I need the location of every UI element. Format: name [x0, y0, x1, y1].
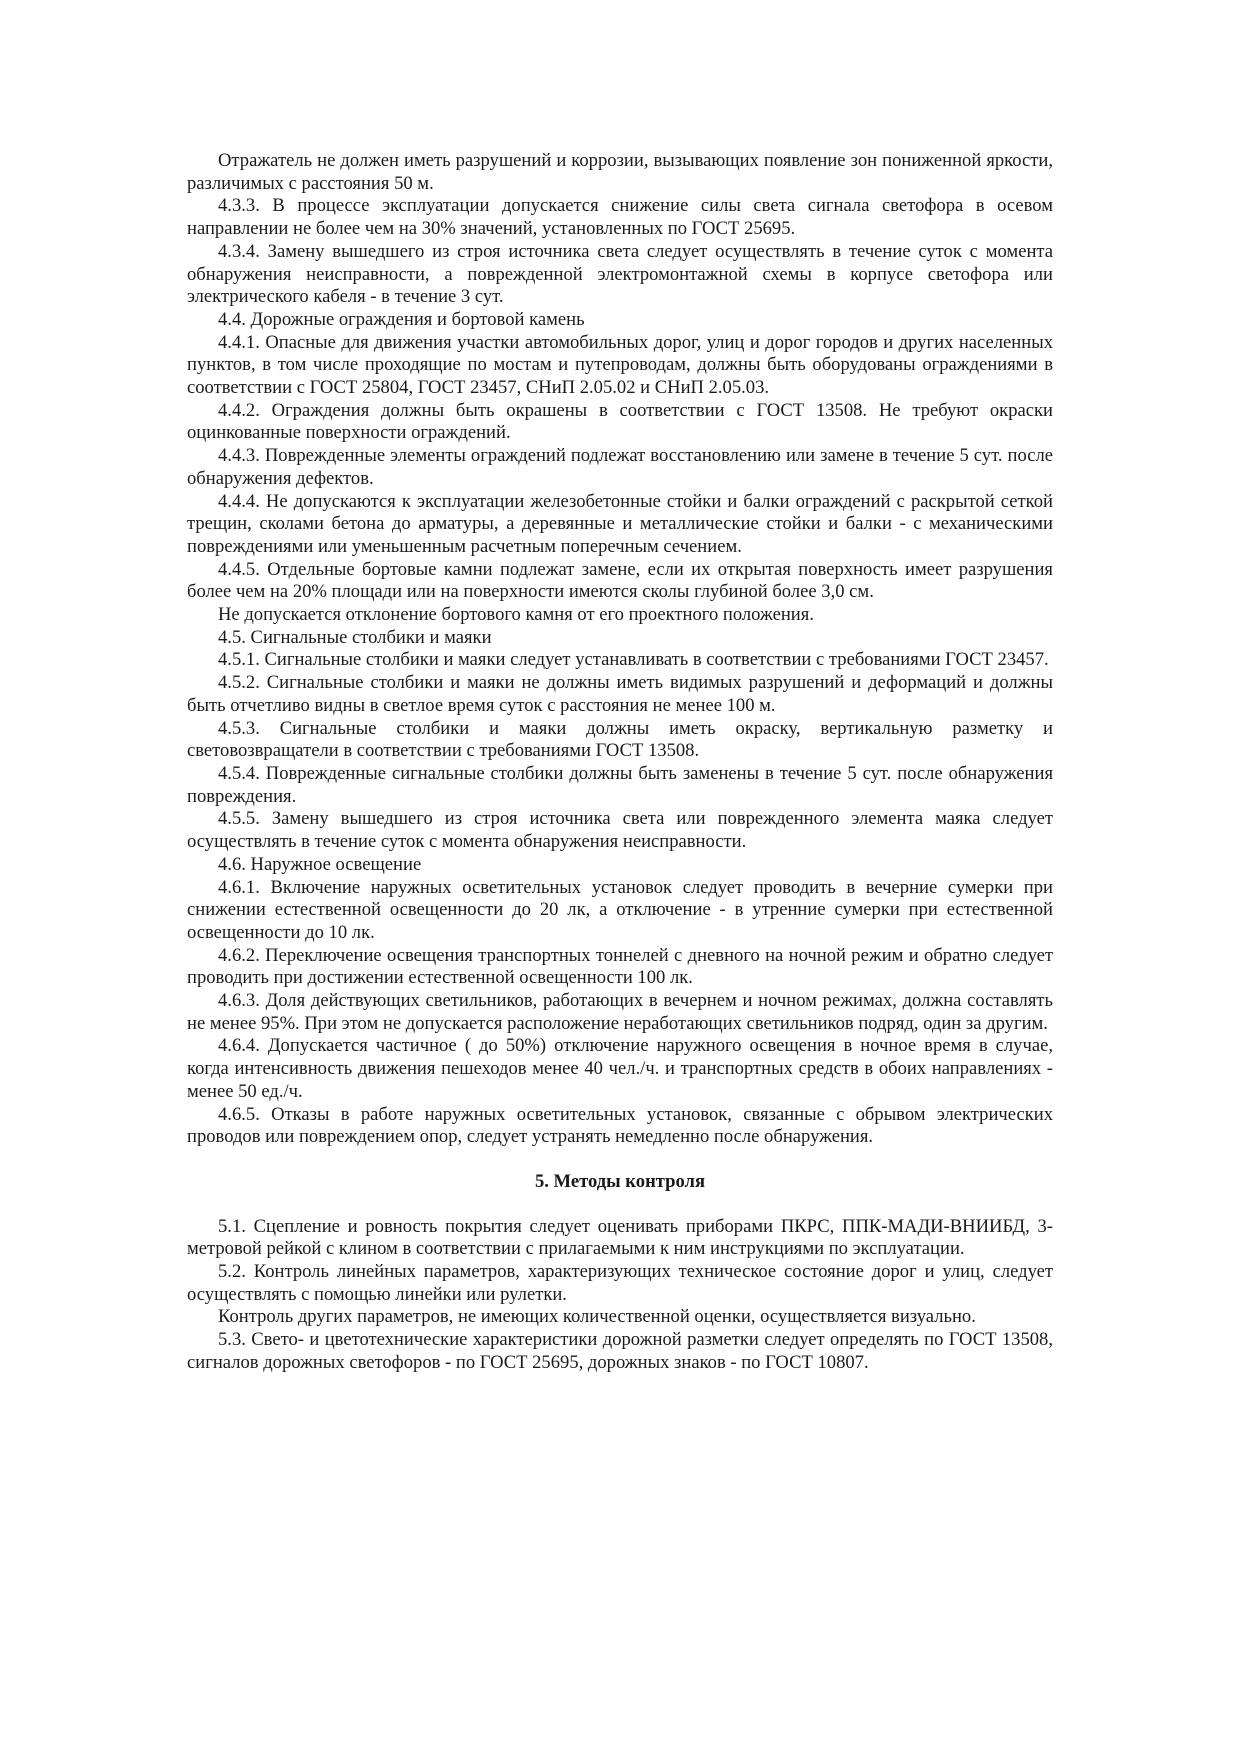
subsection-title: 4.6. Наружное освещение — [218, 853, 422, 875]
paragraph: 4.5.3. Сигнальные столбики и маяки должны иметь окраску, вертикальную разметку и световозвращатели в соответствии с требованиями ГОСТ 13508. — [187, 717, 1053, 762]
paragraph: 4.6.4. Допускается частичное ( до 50%) отключение наружного освещения в ночное время в случае, когда интенсивность движения пешеходов менее 40 чел./ч. и транспортных средств в обоих направлениях - менее 50 ед./ч. — [187, 1035, 1053, 1102]
paragraph: 5.2. Контроль линейных параметров, характеризующих техническое состояние дорог и улиц, следует осуществлять с помощью линейки или рулетки. — [187, 1261, 1053, 1305]
paragraph: 5.1. Сцепление и ровность покрытия следует оценивать приборами ПКРС, ППК-МАДИ-ВНИИБД, 3-метровой рейкой с клином в соответствии с прилагаемыми к ним инструкциями по эксплуатации. — [187, 1215, 1053, 1260]
paragraph: 4.3.4. Замену вышедшего из строя источника света следует осуществлять в течение суток с момента обнаружения неисправности, а поврежденной электромонтажной схемы в корпусе светофора или электрического кабеля - в течение 3 сут. — [187, 240, 1053, 308]
paragraph: 4.4.2. Ограждения должны быть окрашены в соответствии с ГОСТ 13508. Не требуют окраски оцинкованные поверхности ограждений. — [187, 399, 1053, 444]
paragraph: 4.3.3. В процессе эксплуатации допускается снижение силы света сигнала светофора в осевом направлении не более чем на 30% значений, установленных по ГОСТ 25695. — [187, 195, 1053, 240]
paragraph: 4.4.3. Поврежденные элементы ограждений подлежат восстановлению или замене в течение 5 сут. после обнаружения дефектов. — [187, 445, 1053, 489]
paragraph: 4.4.5. Отдельные бортовые камни подлежат замене, если их открытая поверхность имеет разрушения более чем на 20% площади или на поверхности имеются сколы глубиной более 3,0 см. — [187, 558, 1053, 603]
subsection-title: 4.5. Сигнальные столбики и маяки — [218, 626, 492, 648]
paragraph: Контроль других параметров, не имеющих количественной оценки, осуществляется визуально. — [218, 1306, 976, 1328]
paragraph: 4.5.4. Поврежденные сигнальные столбики должны быть заменены в течение 5 сут. после обнаружения повреждения. — [187, 762, 1053, 807]
paragraph: 4.5.2. Сигнальные столбики и маяки не должны иметь видимых разрушений и деформаций и должны быть отчетливо видны в светлое время суток с расстояния не менее 100 м. — [187, 672, 1053, 716]
paragraph: 4.6.1. Включение наружных осветительных установок следует проводить в вечерние сумерки при снижении естественной освещенности до 20 лк, а отключение - в утренние сумерки при естественной освещенности до 10 лк. — [187, 876, 1053, 943]
paragraph: 4.5.5. Замену вышедшего из строя источника света или поврежденного элемента маяка следует осуществлять в течение суток с момента обнаружения неисправности. — [187, 808, 1053, 853]
paragraph: 4.6.5. Отказы в работе наружных осветительных установок, связанные с обрывом электрических проводов или повреждением опор, следует устранять немедленно после обнаружения. — [187, 1103, 1053, 1148]
paragraph: 5.3. Свето- и цветотехнические характеристики дорожной разметки следует определять по ГОСТ 13508, сигналов дорожных светофоров - по ГОСТ 25695, дорожных знаков - по ГОСТ 10807. — [187, 1329, 1053, 1373]
section-heading: 5. Методы контроля — [534, 1170, 706, 1192]
paragraph: 4.6.3. Доля действующих светильников, работающих в вечернем и ночном режимах, должна составлять не менее 95%. При этом не допускается расположение неработающих светильников подряд, один за другим. — [187, 990, 1053, 1034]
paragraph: 4.4.1. Опасные для движения участки автомобильных дорог, улиц и дорог городов и других населенных пунктов, в том числе проходящие по мостам и путепроводам, должны быть оборудованы ограждениями в соответствии с ГОСТ 25804, ГОСТ 23457, СНиП 2.05.02 и СНиП 2.05.03. — [187, 331, 1053, 399]
document-page — [187, 150, 1053, 1375]
paragraph: 4.4.4. Не допускаются к эксплуатации железобетонные стойки и балки ограждений с раскрытой сеткой трещин, сколами бетона до арматуры, а деревянные и металлические стойки и балки - с механическими повреждениями или уменьшенным расчетным поперечным сечением. — [187, 490, 1053, 557]
paragraph: Отражатель не должен иметь разрушений и коррозии, вызывающих появление зон пониженной яркости, различимых с расстояния 50 м. — [187, 150, 1053, 194]
paragraph: Не допускается отклонение бортового камня от его проектного положения. — [218, 604, 814, 626]
subsection-title: 4.4. Дорожные ограждения и бортовой камень — [218, 308, 585, 330]
paragraph: 4.5.1. Сигнальные столбики и маяки следует устанавливать в соответствии с требованиями ГОСТ 23457. — [218, 649, 1049, 671]
paragraph: 4.6.2. Переключение освещения транспортных тоннелей с дневного на ночной режим и обратно следует проводить при достижении естественной освещенности 100 лк. — [187, 944, 1053, 989]
